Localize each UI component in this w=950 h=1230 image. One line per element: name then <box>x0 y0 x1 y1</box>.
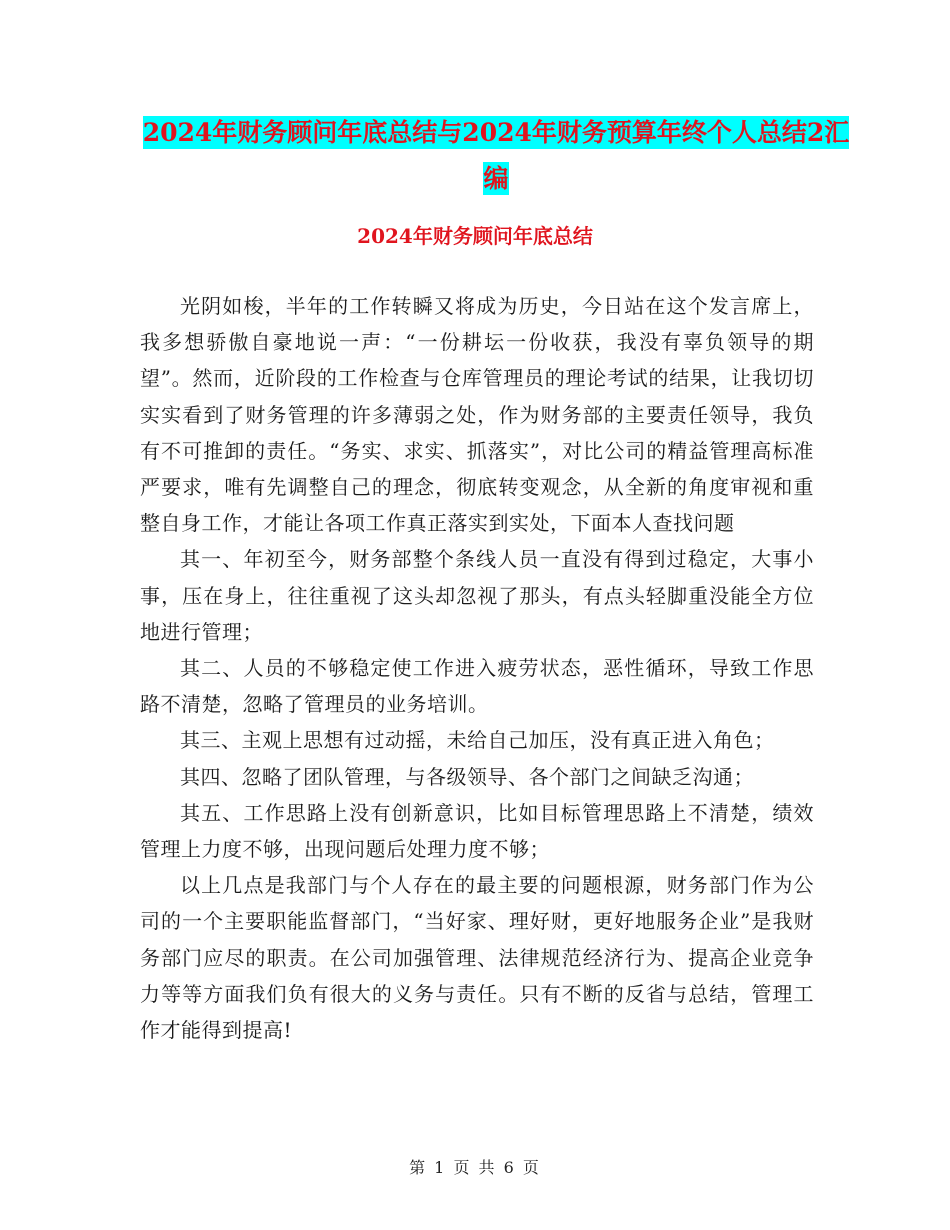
document-title <box>140 110 852 202</box>
page-number-footer: 第 1 页 共 6 页 <box>409 1158 541 1177</box>
document-body <box>140 288 814 1048</box>
paragraph-point-2: 其二、人员的不够稳定使工作进入疲劳状态，恶性循环，导致工作思路不清楚，忽略了管理员的业务培训。 <box>140 656 814 717</box>
paragraph-point-1: 其一、年初至今，财务部整个条线人员一直没有得到过稳定，大事小事，压在身上，往往重视了这头却忽视了那头，有点头轻脚重没能全方位地进行管理； <box>140 547 814 644</box>
paragraph-point-5: 其五、工作思路上没有创新意识，比如目标管理思路上不清楚，绩效管理上力度不够，出现问题后处理力度不够； <box>140 800 814 862</box>
section-heading: 2024年财务顾问年底总结 <box>357 224 593 248</box>
paragraph-point-3: 其三、主观上思想有过动摇，未给自己加压，没有真正进入角色； <box>180 728 775 753</box>
paragraph-point-4: 其四、忽略了团队管理，与各级领导、各个部门之间缺乏沟通； <box>180 764 754 789</box>
paragraph-conclusion: 以上几点是我部门与个人存在的最主要的问题根源，财务部门作为公司的一个主要职能监督部门，“当好家、理好财，更好地服务企业”是我财务部门应尽的职责。在公司加强管理、法律规范经济行为、提高企业竞争力等等方面我们负有很大的义务与责任。只有不断的反省与总结，管理工作才能得到提高! <box>140 873 814 1043</box>
paragraph-intro: 光阴如梭，半年的工作转瞬又将成为历史，今日站在这个发言席上，我多想骄傲自豪地说一声：“一份耕坛一份收获，我没有辜负领导的期望”。然而，近阶段的工作检查与仓库管理员的理论考试的结果，让我切切实实看到了财务管理的许多薄弱之处，作为财务部的主要责任领导，我负有不可推卸的责任。“务实、求实、抓落实”，对比公司的精益管理高标准严要求，唯有先调整自己的理念，彻底转变观念，从全新的角度审视和重整自身工作，才能让各项工作真正落实到实处，下面本人查找问题 <box>140 294 814 536</box>
document-title-text: 2024年财务顾问年底总结与2024年财务预算年终个人总结2汇编 <box>142 118 850 193</box>
